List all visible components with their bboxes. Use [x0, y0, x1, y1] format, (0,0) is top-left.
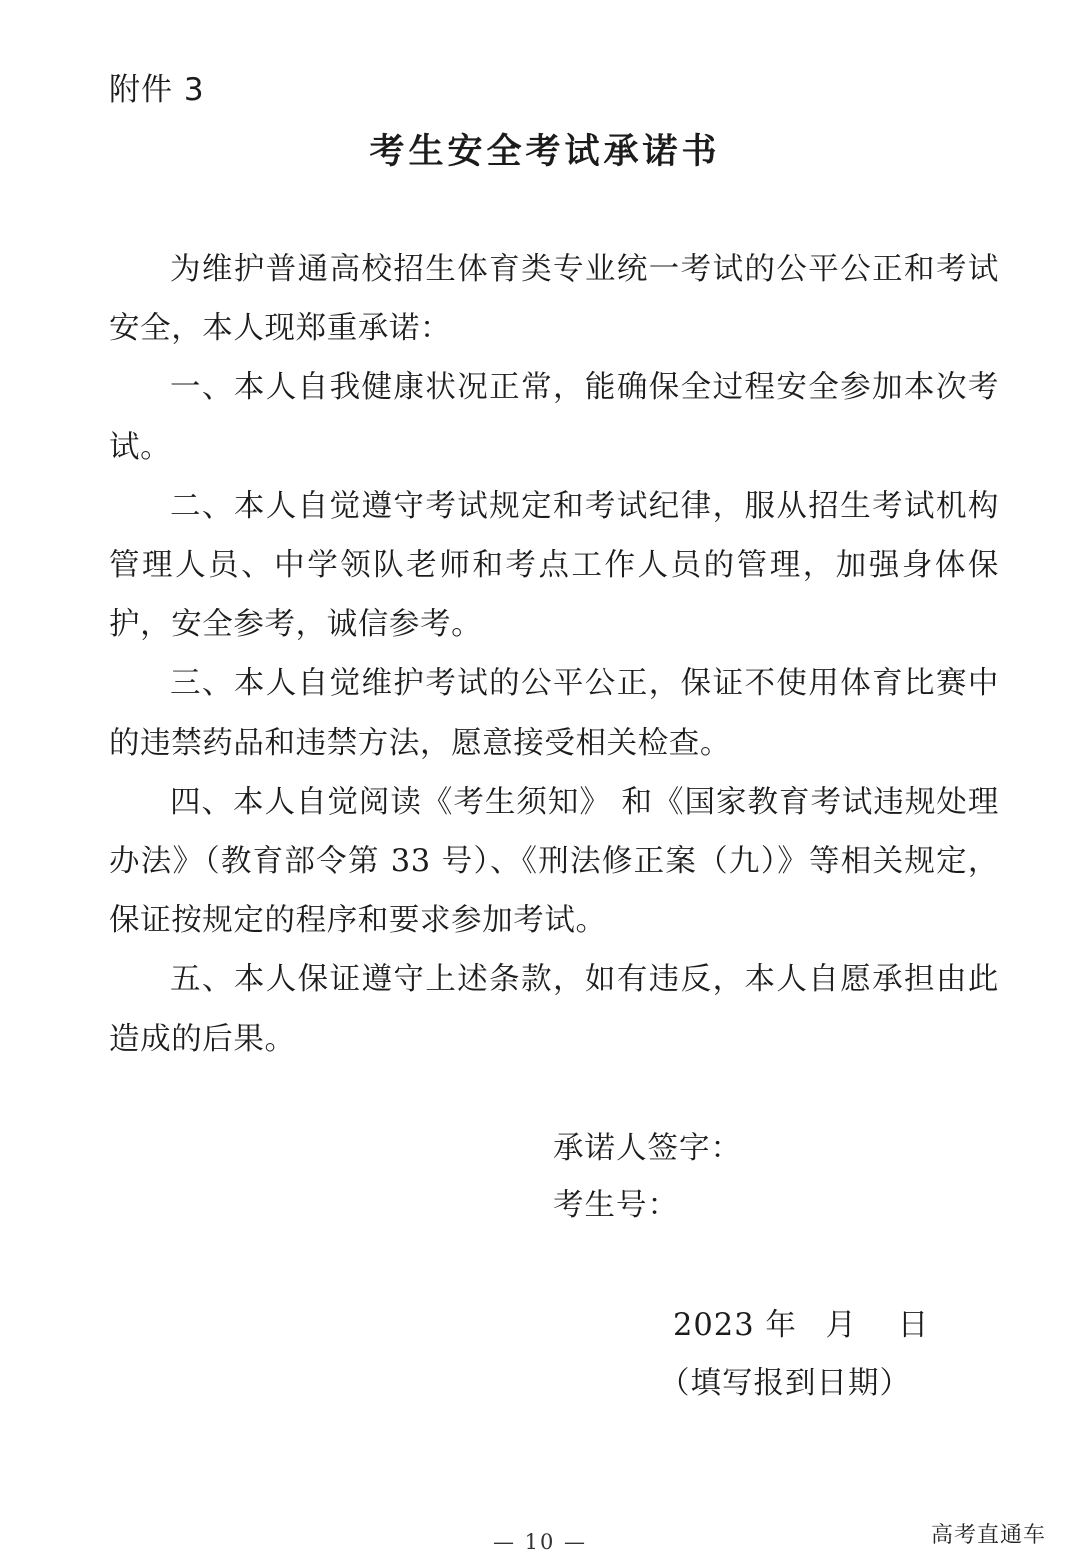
- date-line: [673, 1300, 929, 1352]
- document-title: 考生安全考试承诺书: [369, 132, 721, 172]
- signer-signature-label: 承诺人签字：: [553, 1131, 742, 1166]
- page-number: — 10 —: [492, 1530, 588, 1554]
- date-month: 月: [825, 1308, 858, 1343]
- watermark-text: 高考直通车: [925, 1520, 1052, 1552]
- date-day: 日: [897, 1308, 930, 1343]
- date-block: [659, 1300, 930, 1410]
- attachment-label: 附件 3: [109, 72, 205, 108]
- clause-4-paragraph: 四、本人自觉阅读《考生须知》 和《国家教育考试违规处理办法》（教育部令第 33 号）、《刑法修正案（九）》等相关规定，保证按规定的程序和要求参加考试。: [109, 784, 999, 939]
- exam-number-label: 考生号：: [553, 1188, 679, 1223]
- document-body: [109, 240, 999, 1069]
- clause-3-paragraph: 三、本人自觉维护考试的公平公正，保证不使用体育比赛中的违禁药品和违禁方法，愿意接受相关检查。: [109, 666, 999, 761]
- clause-1-paragraph: 一、本人自我健康状况正常，能确保全过程安全参加本次考试。: [109, 370, 999, 465]
- date-note: （填写报到日期）: [659, 1366, 911, 1401]
- clause-5-paragraph: 五、本人保证遵守上述条款，如有违反，本人自愿承担由此造成的后果。: [109, 962, 999, 1057]
- clause-2-paragraph: 二、本人自觉遵守考试规定和考试纪律，服从招生考试机构管理人员、中学领队老师和考点工作人员的管理，加强身体保护，安全参考，诚信参考。: [109, 488, 999, 643]
- date-year: 2023 年: [673, 1308, 797, 1343]
- signature-block: [553, 1120, 742, 1234]
- intro-paragraph: 为维护普通高校招生体育类专业统一考试的公平公正和考试安全，本人现郑重承诺：: [109, 252, 999, 347]
